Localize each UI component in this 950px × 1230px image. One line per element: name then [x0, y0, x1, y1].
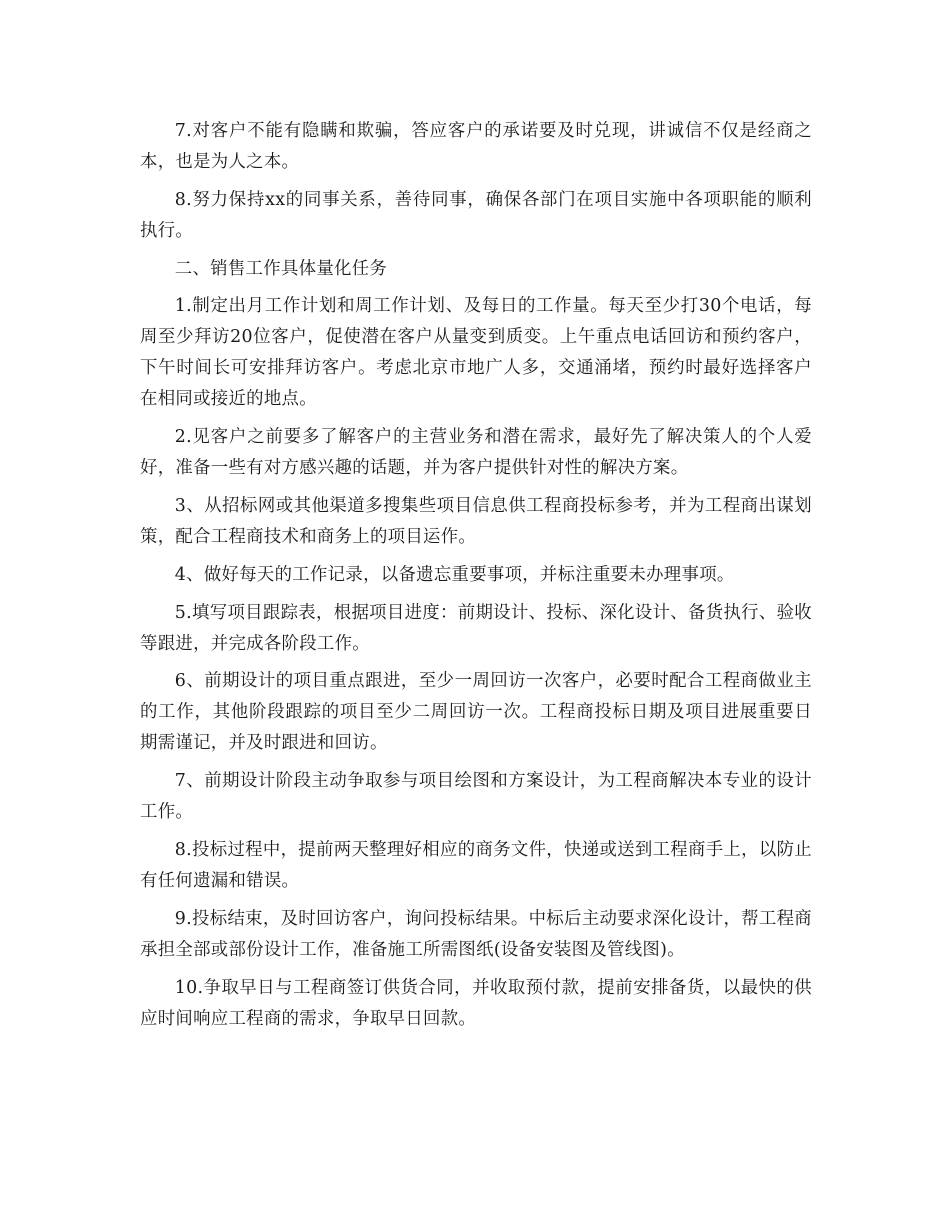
paragraph-bid-result: 9.投标结束，及时回访客户，询问投标结果。中标后主动要求深化设计，帮工程商承担全部或部份设计工作，准备施工所需图纸(设备安装图及管线图)。 — [140, 908, 812, 960]
paragraph-tracking-table: 5.填写项目跟踪表，根据项目进度：前期设计、投标、深化设计、备货执行、验收等跟进，并完成各阶段工作。 — [140, 602, 812, 654]
paragraph-follow-up: 6、前期设计的项目重点跟进，至少一周回访一次客户，必要时配合工程商做业主的工作，其他阶段跟踪的项目至少二周回访一次。工程商投标日期及项目进展重要日期需谨记，并及时跟进和回访。 — [140, 671, 812, 754]
section-heading-quantified-tasks: 二、销售工作具体量化任务 — [174, 258, 388, 279]
paragraph-customer-research: 2.见客户之前要多了解客户的主营业务和潜在需求，最好先了解决策人的个人爱好，准备一些有对方感兴趣的话题，并为客户提供针对性的解决方案。 — [140, 427, 812, 479]
paragraph-work-plan: 1.制定出月工作计划和周工作计划、及每日的工作量。每天至少打30个电话，每周至少拜访20位客户，促使潜在客户从量变到质变。上午重点电话回访和预约客户，下午时间长可安排拜访客户。考虑北京市地广人多，交通涌堵，预约时最好选择客户在相同或接近的地点。 — [140, 296, 812, 410]
paragraph-bidding-process: 8.投标过程中，提前两天整理好相应的商务文件，快递或送到工程商手上，以防止有任何遗漏和错误。 — [140, 839, 812, 891]
paragraph-project-info: 3、从招标网或其他渠道多搜集些项目信息供工程商投标参考，并为工程商出谋划策，配合工程商技术和商务上的项目运作。 — [140, 495, 812, 547]
paragraph-integrity: 7.对客户不能有隐瞒和欺骗，答应客户的承诺要及时兑现，讲诚信不仅是经商之本，也是为人之本。 — [140, 121, 812, 172]
paragraph-design-phase: 7、前期设计阶段主动争取参与项目绘图和方案设计，为工程商解决本专业的设计工作。 — [140, 771, 812, 823]
paragraph-work-records: 4、做好每天的工作记录，以备遗忘重要事项，并标注重要未办理事项。 — [174, 564, 735, 585]
paragraph-colleagues: 8.努力保持xx的同事关系，善待同事，确保各部门在项目实施中各项职能的顺利执行。 — [140, 189, 812, 241]
document-body — [140, 116, 812, 1041]
paragraph-supply-contract: 10.争取早日与工程商签订供货合同，并收取预付款，提前安排备货，以最快的供应时间响应工程商的需求，争取早日回款。 — [140, 977, 812, 1029]
